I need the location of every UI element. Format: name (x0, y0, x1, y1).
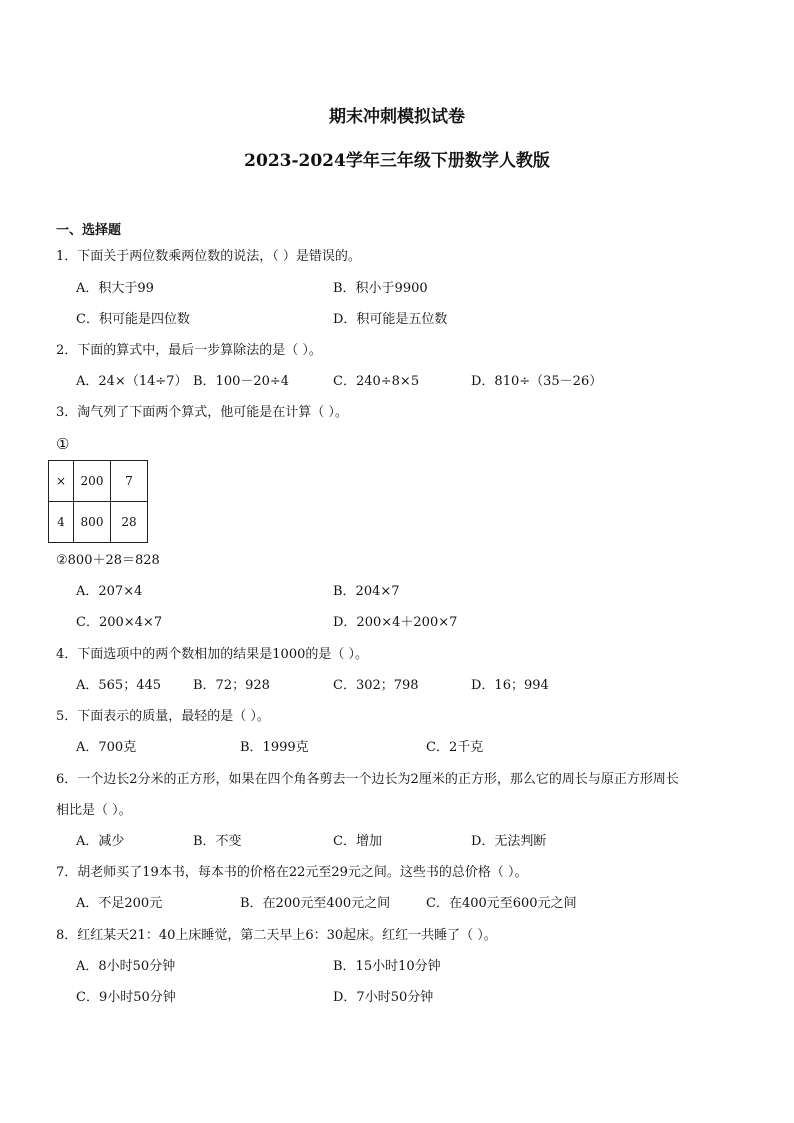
question-5-stem: 5．下面表示的质量，最轻的是（ ）。 (56, 709, 270, 724)
multiplication-table (48, 460, 148, 543)
question-1-stem: 1．下面关于两位数乘两位数的说法，（ ）是错误的。 (56, 249, 361, 264)
question-2-option-a: A．24×（14÷7） (76, 374, 188, 389)
question-7-option-a: A．不足200元 (76, 896, 163, 911)
question-6-option-a: A．减少 (76, 834, 125, 849)
question-3-option-b: B．204×7 (333, 584, 400, 599)
question-6-stem-line-1: 6．一个边长2分米的正方形，如果在四个角各剪去一个边长为2厘米的正方形，那么它的周长与原正方形周长 (56, 772, 679, 787)
question-7-stem: 7．胡老师买了19本书，每本书的价格在22元至29元之间。这些书的总价格（ ）。 (56, 865, 528, 880)
question-8-option-a: A．8小时50分钟 (76, 959, 176, 974)
question-7-option-c: C．在400元至600元之间 (426, 896, 577, 911)
table-cell: × (49, 461, 74, 502)
section-heading: 一、选择题 (56, 223, 122, 238)
table-cell: 7 (111, 461, 148, 502)
question-8-option-d: D．7小时50分钟 (333, 990, 434, 1005)
table-row (49, 502, 148, 543)
question-4-option-a: A．565；445 (76, 678, 162, 693)
question-2-option-b: B．100－20÷4 (193, 374, 290, 389)
page-title: 期末冲刺模拟试卷 (329, 107, 465, 127)
question-4-option-d: D．16；994 (471, 678, 549, 693)
question-8-stem: 8．红红某天21：40上床睡觉，第二天早上6：30起床。红红一共睡了（ ）。 (56, 928, 497, 943)
question-3-option-a: A．207×4 (76, 584, 143, 599)
question-3-option-d: D．200×4＋200×7 (333, 615, 458, 630)
table-cell: 200 (74, 461, 111, 502)
question-5-option-b: B．1999克 (240, 740, 309, 755)
table-cell: 28 (111, 502, 148, 543)
page-subtitle: 2023-2024学年三年级下册数学人教版 (244, 151, 550, 171)
question-8-option-b: B．15小时10分钟 (333, 959, 441, 974)
table-row (49, 461, 148, 502)
question-4-option-c: C．302；798 (333, 678, 419, 693)
question-3-stem: 3．淘气列了下面两个算式，他可能是在计算（ ）。 (56, 405, 348, 420)
question-5-option-a: A．700克 (76, 740, 137, 755)
question-6-stem-line-2: 相比是（ ）。 (56, 803, 132, 818)
question-3-option-c: C．200×4×7 (76, 615, 163, 630)
question-1-option-d: D．积可能是五位数 (333, 312, 448, 327)
question-6-option-c: C．增加 (333, 834, 382, 849)
question-3-marker-1: ① (56, 435, 70, 453)
question-1-option-c: C．积可能是四位数 (76, 312, 190, 327)
question-4-option-b: B．72；928 (193, 678, 270, 693)
table-cell: 800 (74, 502, 111, 543)
question-1-option-a: A．积大于99 (76, 281, 154, 296)
table-cell: 4 (49, 502, 74, 543)
question-6-option-b: B．不变 (193, 834, 242, 849)
question-6-option-d: D．无法判断 (471, 834, 547, 849)
question-5-option-c: C．2千克 (426, 740, 484, 755)
question-8-option-c: C．9小时50分钟 (76, 990, 176, 1005)
question-4-stem: 4．下面选项中的两个数相加的结果是1000的是（ ）。 (56, 647, 368, 662)
question-7-option-b: B．在200元至400元之间 (240, 896, 391, 911)
question-3-equation: ②800＋28＝828 (56, 553, 160, 568)
question-1-option-b: B．积小于9900 (333, 281, 428, 296)
question-2-stem: 2．下面的算式中，最后一步算除法的是（ ）。 (56, 343, 322, 358)
question-2-option-c: C．240÷8×5 (333, 374, 420, 389)
question-2-option-d: D．810÷（35－26） (471, 374, 603, 389)
